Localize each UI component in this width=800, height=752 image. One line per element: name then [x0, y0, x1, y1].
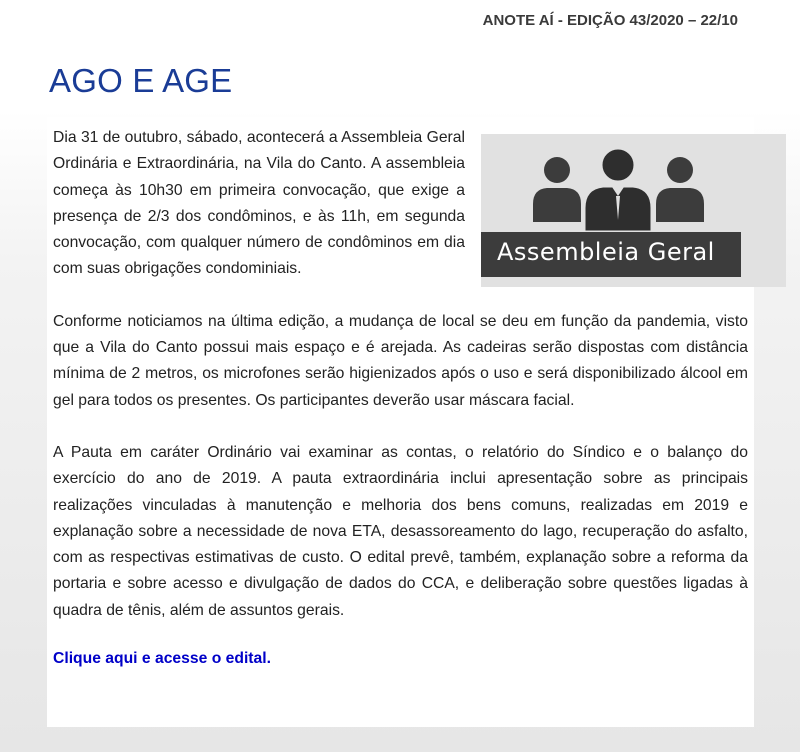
person-left-icon: [533, 157, 581, 222]
assembleia-geral-image: [481, 134, 786, 287]
page-title: AGO E AGE: [49, 62, 233, 99]
edition-header: ANOTE AÍ - EDIÇÃO 43/2020 – 22/10: [482, 12, 738, 29]
person-center-icon: [584, 148, 652, 232]
edital-link[interactable]: Clique aqui e acesse o edital.: [53, 650, 271, 668]
paragraph-3: A Pauta em caráter Ordinário vai examinar as contas, o relatório do Síndico e o balanço do exercício do ano de 2019. A pauta extraordinária inclui apresentação sobre as principais realizações vinculadas à manutenção e melhoria dos bens comuns, realizadas em 2019 e explanação sobre a necessidade de nova ETA, desassoreamento do lago, recuperação do asfalto, com as respectivas estimativas de custo. O edital prevê, também, explanação sobre a reforma da portaria e sobre acesso e divulgação de dados do CCA, e deliberação sobre questões ligadas à quadra de tênis, além de assuntos gerais.: [53, 443, 748, 619]
paragraph-1: Dia 31 de outubro, sábado, acontecerá a Assembleia Geral Ordinária e Extraordinária, na Vila do Canto. A assembleia começa às 10h30 em primeira convocação, que exige a presença de 2/3 dos condôminos, e às 11h, em segunda convocação, com qualquer número de condôminos em dia com suas obrigações condominiais.: [53, 129, 465, 278]
people-group-icon: [481, 134, 786, 234]
article-body: [47, 117, 754, 727]
paragraph-2: Conforme noticiamos na última edição, a mudança de local se deu em função da pandemia, visto que a Vila do Canto possui mais espaço e é arejada. As cadeiras serão dispostas com distância mínima de 2 metros, os microfones serão higienizados após o uso e será disponibilizado álcool em gel para todos os presentes. Os participantes deverão usar máscara facial.: [53, 312, 748, 409]
person-right-icon: [656, 157, 704, 222]
image-caption: Assembleia Geral: [497, 238, 715, 266]
